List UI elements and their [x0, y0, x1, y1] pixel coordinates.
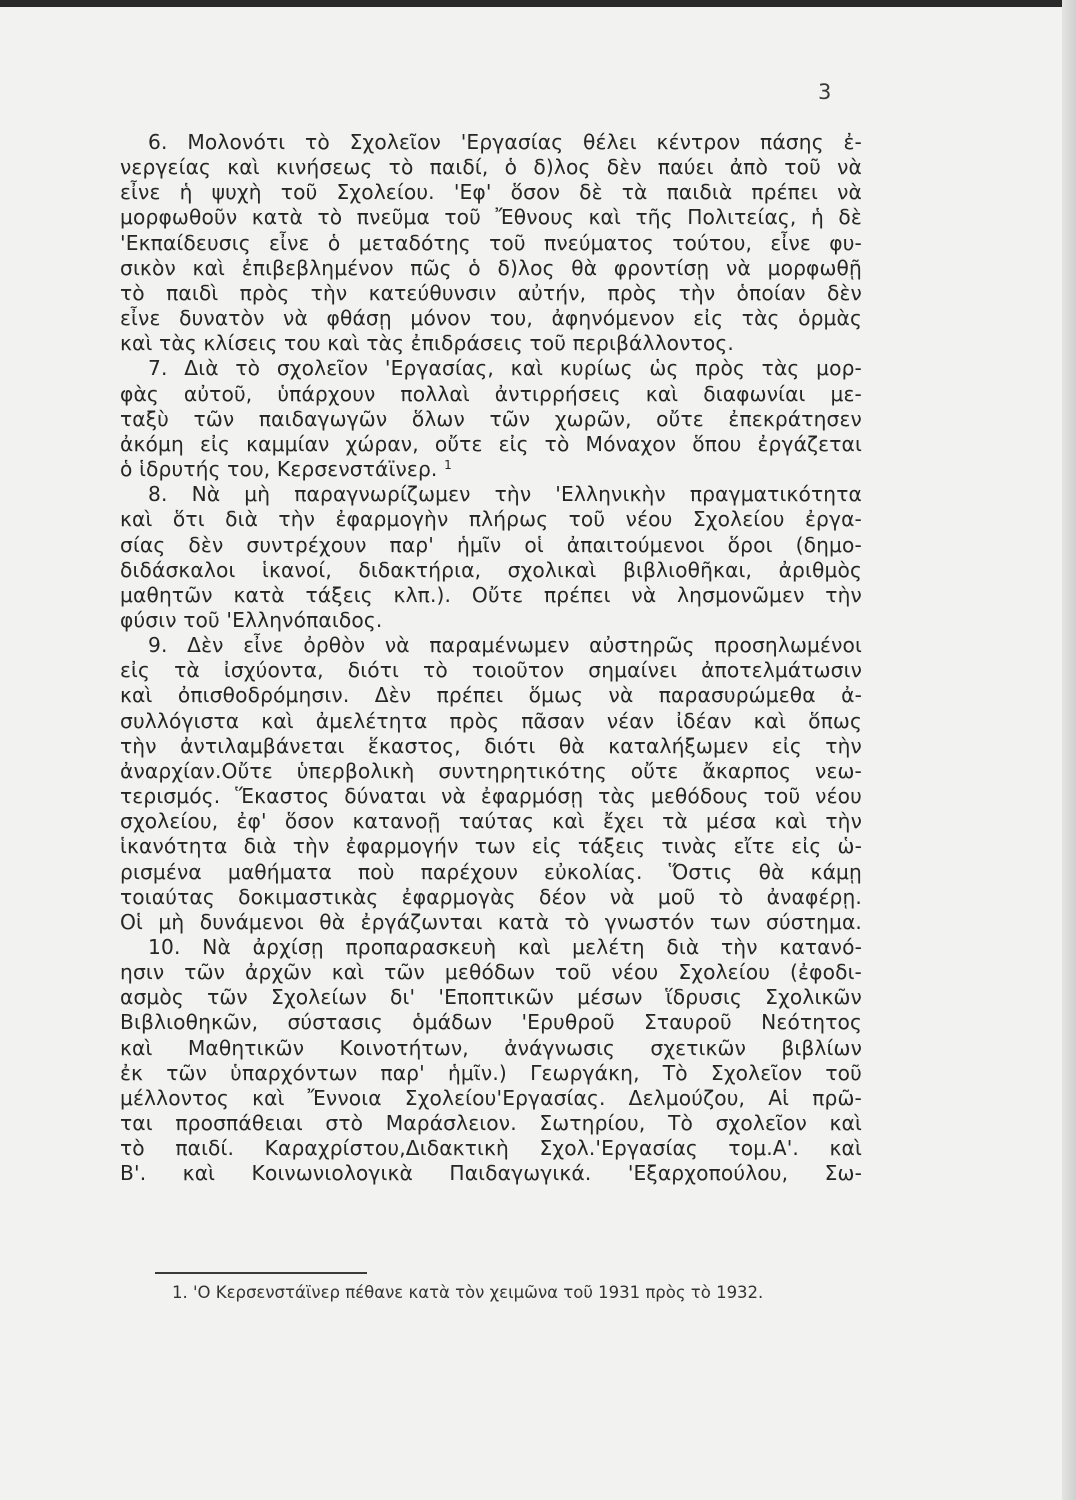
text-line: Β'. καὶ Κοινωνιολογικὰ Παιδαγωγικά. 'Εξαρχοπούλου, Σω- [120, 1161, 862, 1186]
text-line: ρισμένα μαθήματα ποὺ παρέχουν εὐκολίας. Ὅστις θὰ κάμῃ [120, 859, 862, 884]
text-line: διδάσκαλοι ἱκανοί, διδακτήρια, σχολικαὶ βιβλιοθῆκαι, ἀριθμὸς [120, 557, 862, 582]
text-line: 'Εκπαίδευσις εἶνε ὁ μεταδότης τοῦ πνεύματος τούτου, εἶνε φυ- [120, 230, 862, 255]
scan-right-edge [1062, 0, 1076, 1500]
scan-top-edge [0, 0, 1076, 7]
text-line: καὶ ὅτι διὰ τὴν ἐφαρμογὴν πλήρως τοῦ νέου Σχολείου ἐργα- [120, 507, 862, 532]
text-line: ταξὺ τῶν παιδαγωγῶν ὅλων τῶν χωρῶν, οὔτε ἐπεκράτησεν [120, 406, 862, 431]
text-line: καὶ ὀπισθοδρόμησιν. Δὲν πρέπει ὅμως νὰ παρασυρώμεθα ἀ- [120, 683, 862, 708]
footnote-marker: 1 [444, 458, 452, 473]
text-line: ἀκόμη εἰς καμμίαν χώραν, οὔτε εἰς τὸ Μόναχον ὅπου ἐργάζεται [120, 431, 862, 456]
text-line: σχολείου, ἐφ' ὅσον κατανοῇ ταύτας καὶ ἔχει τὰ μέσα καὶ τὴν [120, 809, 862, 834]
text-line: εἶνε δυνατὸν νὰ φθάσῃ μόνον του, ἀφηνόμενον εἰς τὰς ὁρμὰς [120, 306, 862, 331]
text-line: εἶνε ἡ ψυχὴ τοῦ Σχολείου. 'Εφ' ὅσον δὲ τὰ παιδιὰ πρέπει νὰ [120, 180, 862, 205]
text-line: ται προσπάθειαι στὸ Μαράσλειον. Σωτηρίου, Τὸ σχολεῖον καὶ [120, 1111, 862, 1136]
text-line: σικὸν καὶ ἐπιβεβλημένον πῶς ὁ δ)λος θὰ φροντίσῃ νὰ μορφωθῇ [120, 255, 862, 280]
text-line: 9. Δὲν εἶνε ὀρθὸν νὰ παραμένωμεν αὐστηρῶς προσηλωμένοι [148, 633, 862, 658]
text-line: ασμὸς τῶν Σχολείων δι' 'Εποπτικῶν μέσων ἵδρυσις Σχολικῶν [120, 985, 862, 1010]
text-line: ἀναρχίαν.Οὔτε ὑπερβολικὴ συντηρητικότης οὔτε ἄκαρπος νεω- [120, 758, 862, 783]
text-line: 10. Νὰ ἀρχίσῃ προπαρασκευὴ καὶ μελέτη διὰ τὴν κατανό- [148, 935, 862, 959]
text-line: 6. Μολονότι τὸ Σχολεῖον 'Εργασίας θέλει κέντρον πάσης ἐ- [148, 130, 862, 154]
text-line: καὶ τὰς κλίσεις του καὶ τὰς ἐπιδράσεις τοῦ περιβάλλοντος. [120, 331, 734, 356]
page-number: 3 [818, 80, 832, 104]
text-line: μορφωθοῦν κατὰ τὸ πνεῦμα τοῦ Ἔθνους καὶ τῆς Πολιτείας, ἡ δὲ [120, 205, 862, 230]
text-line: νεργείας καὶ κινήσεως τὸ παιδί, ὁ δ)λος δὲν παύει ἀπὸ τοῦ νὰ [120, 155, 862, 180]
text-line: σίας δὲν συντρέχουν παρ' ἡμῖν οἱ ἀπαιτούμενοι ὅροι (δημο- [120, 532, 862, 557]
text-line: ἱκανότητα διὰ τὴν ἐφαρμογήν των εἰς τάξεις τινὰς εἴτε εἰς ὡ- [120, 834, 862, 859]
text-line: ἐκ τῶν ὑπαρχόντων παρ' ἡμῖν.) Γεωργάκη, Τὸ Σχολεῖον τοῦ [120, 1060, 862, 1085]
footnote: 1. 'Ο Κερσενστάϊνερ πέθανε κατὰ τὸν χειμῶνα τοῦ 1931 πρὸς τὸ 1932. [172, 1283, 764, 1302]
text-line: Βιβλιοθηκῶν, σύστασις ὁμάδων 'Ερυθροῦ Σταυροῦ Νεότητος [120, 1010, 862, 1035]
text-line: 8. Νὰ μὴ παραγνωρίζωμεν τὴν 'Ελληνικὴν πραγματικότητα [148, 482, 862, 507]
text-line: τὴν ἀντιλαμβάνεται ἕκαστος, διότι θὰ καταλήξωμεν εἰς τὴν [120, 733, 862, 758]
text-line: φὰς αὐτοῦ, ὑπάρχουν πολλαὶ ἀντιρρήσεις καὶ διαφωνίαι με- [120, 381, 862, 406]
text-line: τὸ παιδὶ πρὸς τὴν κατεύθυνσιν αὐτήν, πρὸς τὴν ὁποίαν δὲν [120, 280, 862, 305]
text-line: εἰς τὰ ἰσχύοντα, διότι τὸ τοιοῦτον σημαίνει ἀποτελμάτωσιν [120, 658, 862, 683]
text-line: Οἱ μὴ δυνάμενοι θὰ ἐργάζωνται κατὰ τὸ γνωστόν των σύστημα. [120, 909, 862, 934]
text-line: φύσιν τοῦ 'Ελληνόπαιδος. [120, 607, 383, 632]
text-line: συλλόγιστα καὶ ἀμελέτητα πρὸς πᾶσαν νέαν ἰδέαν καὶ ὅπως [120, 708, 862, 733]
text-line: μέλλοντος καὶ Ἔννοια Σχολείου'Εργασίας. Δελμούζου, Αἱ πρῶ- [120, 1085, 862, 1110]
text-line: καὶ Μαθητικῶν Κοινοτήτων, ἀνάγνωσις σχετικῶν βιβλίων [120, 1035, 862, 1060]
text-line: τοιαύτας δοκιμαστικὰς ἐφαρμογὰς δέον νὰ μοῦ τὸ ἀναφέρῃ. [120, 884, 862, 909]
text-line-content: ὁ ἱδρυτής του, Κερσενστάϊνερ. [120, 457, 438, 482]
footnote-divider [155, 1272, 367, 1274]
text-line: μαθητῶν κατὰ τάξεις κλπ.). Οὔτε πρέπει νὰ λησμονῶμεν τὴν [120, 582, 862, 607]
text-line: τὸ παιδί. Καραχρίστου,Διδακτικὴ Σχολ.'Εργασίας τομ.Α'. καὶ [120, 1136, 862, 1161]
text-line: ησιν τῶν ἀρχῶν καὶ τῶν μεθόδων τοῦ νέου Σχολείου (ἐφοδι- [120, 960, 862, 985]
text-line: τερισμός. Ἕκαστος δύναται νὰ ἐφαρμόσῃ τὰς μεθόδους τοῦ νέου [120, 784, 862, 809]
text-line [120, 457, 862, 482]
body-text [120, 130, 862, 1187]
text-line: 7. Διὰ τὸ σχολεῖον 'Εργασίας, καὶ κυρίως ὡς πρὸς τὰς μορ- [148, 356, 862, 381]
